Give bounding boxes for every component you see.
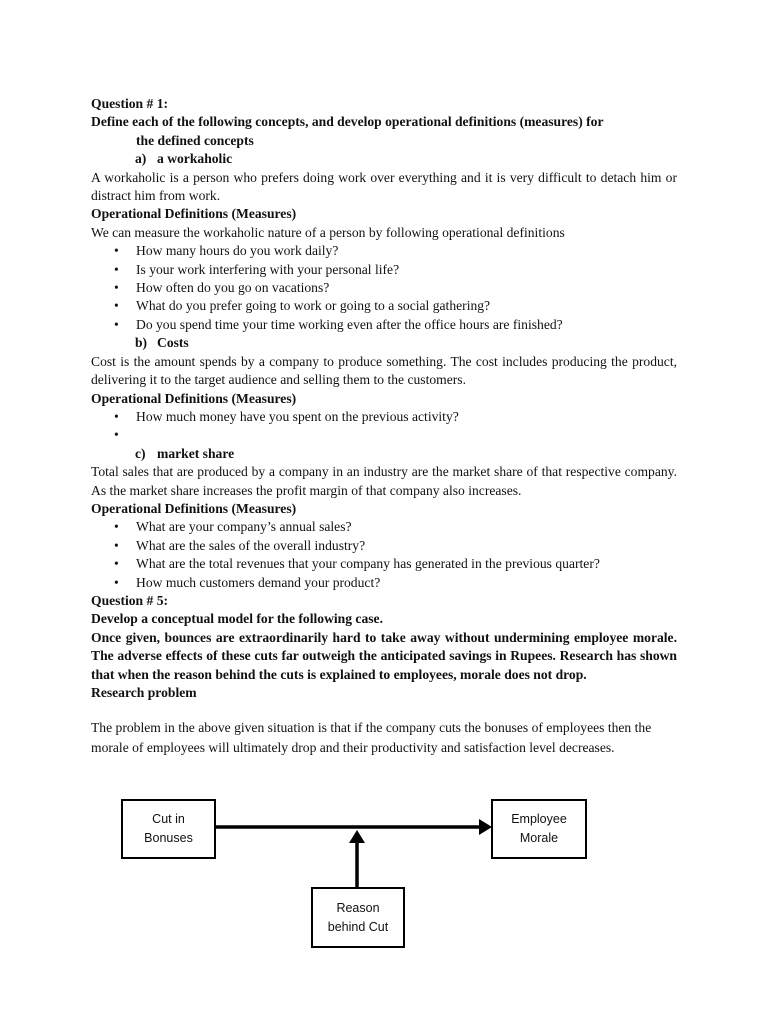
q1-heading: Question # 1:	[91, 96, 169, 111]
q5-case-text: Once given, bounces are extraordinarily hard to take away without undermining employee morale. The adverse effects of these cuts far outweigh the anticipated savings in Rupees. Research has shown that when the reason behind the cuts is explained to employees, morale does not drop.	[91, 629, 677, 682]
concept-b-title	[91, 334, 677, 352]
list-item: • Do you spend time your time working even after the office hours are finished?	[91, 316, 677, 334]
research-problem-heading: Research problem	[91, 684, 197, 700]
concept-c-name: market share	[157, 445, 235, 461]
list-item: • What are the sales of the overall industry?	[91, 537, 677, 555]
concept-c-measures-heading: Operational Definitions (Measures)	[91, 500, 297, 516]
arrow-head-up	[349, 830, 365, 843]
q1-instruction: Define each of the following concepts, and develop operational definitions (measures) for	[91, 114, 604, 130]
list-item	[91, 426, 677, 444]
employee-morale-box	[491, 799, 587, 859]
list-item: • Is your work interfering with your personal life?	[91, 261, 677, 279]
q5-heading: Question # 5:	[91, 592, 169, 608]
concept-a-label: a)	[135, 151, 147, 167]
reason-behind-cut-line2: behind Cut	[327, 919, 389, 934]
concept-b-measures-list	[91, 408, 677, 445]
list-item: • How often do you go on vacations?	[91, 279, 677, 297]
concept-b-definition: Cost is the amount spends by a company to produce something. The cost includes producing the product, delivering it to the target audience and selling them to the customers.	[91, 353, 677, 388]
concept-c-title	[91, 445, 677, 463]
concept-c-definition: Total sales that are produced by a company in an industry are the market share of that respective company. As the market share increases the profit margin of that company also increases.	[91, 464, 677, 498]
concept-a-measures-list	[91, 242, 677, 334]
q1-instruction-cont: the defined concepts	[136, 132, 254, 148]
concept-a-title	[91, 150, 677, 168]
cut-in-bonuses-box	[121, 799, 216, 859]
list-item: • What are your company’s annual sales?	[91, 518, 677, 536]
reason-behind-cut-box	[311, 887, 405, 948]
list-item: • How much customers demand your product?	[91, 574, 677, 592]
concept-b-name: Costs	[157, 335, 189, 351]
employee-morale-line1: Employee	[511, 812, 567, 826]
concept-b-label: b)	[135, 335, 148, 351]
reason-behind-cut-line1: Reason	[336, 900, 380, 915]
concept-c-measures-list	[91, 518, 677, 592]
list-item: • What do you prefer going to work or going to a social gathering?	[91, 297, 677, 315]
list-item: • How many hours do you work daily?	[91, 242, 677, 260]
list-item: • How much money have you spent on the previous activity?	[91, 408, 677, 426]
list-item: • What are the total revenues that your company has generated in the previous quarter?	[91, 555, 677, 573]
cut-in-bonuses-line2: Bonuses	[144, 831, 193, 845]
document-page	[91, 95, 677, 758]
concept-a-definition: A workaholic is a person who prefers doing work over everything and it is very difficult to detach him or distract him from work.	[91, 169, 677, 204]
q5-instruction: Develop a conceptual model for the following case.	[91, 611, 383, 627]
concept-b-measures-heading: Operational Definitions (Measures)	[91, 390, 297, 406]
concept-a-intro: We can measure the workaholic nature of a person by following operational definitions	[91, 224, 565, 240]
concept-a-name: a workaholic	[157, 151, 233, 167]
cut-in-bonuses-line1: Cut in	[152, 812, 185, 826]
concept-c-label: c)	[135, 445, 146, 461]
employee-morale-line2: Morale	[519, 831, 559, 845]
research-problem-text: The problem in the above given situation is that if the company cuts the bonuses of employees then the morale of employees will ultimately drop and their productivity and satisfaction level decreases.	[91, 720, 652, 756]
concept-a-measures-heading: Operational Definitions (Measures)	[91, 206, 297, 222]
